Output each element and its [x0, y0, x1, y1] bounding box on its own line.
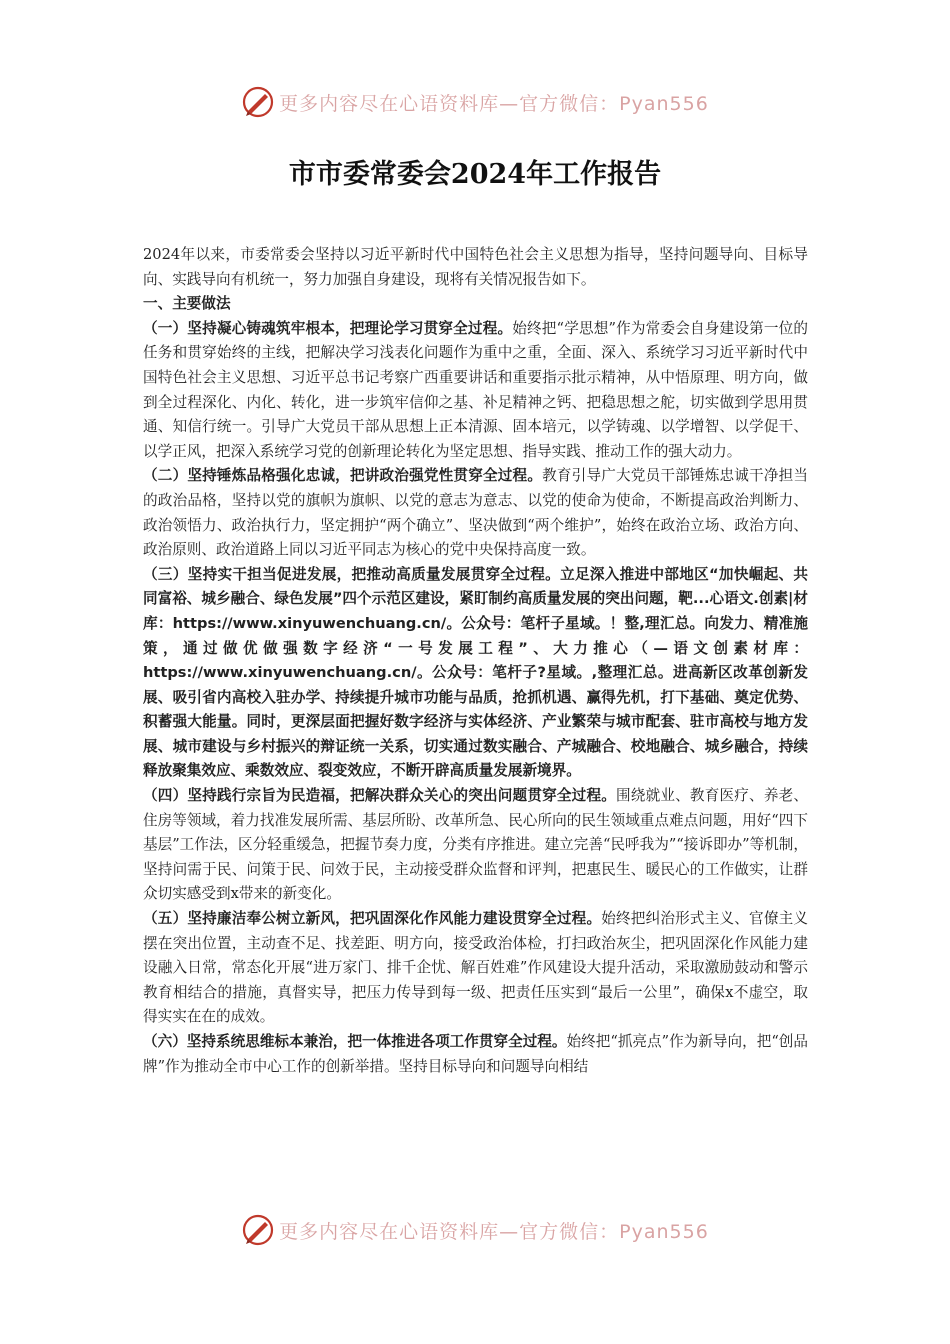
- section-4: [143, 784, 808, 907]
- pen-circle-icon: [241, 1213, 275, 1247]
- section-5: [143, 907, 808, 1030]
- header-banner-text: 更多内容尽在心语资料库—官方微信：Pyan556: [279, 92, 709, 115]
- footer-banner: [0, 1210, 950, 1250]
- section-1-lead: （一）坚持凝心铸魂筑牢根本，把理论学习贯穿全过程。: [143, 319, 513, 337]
- section-1-body: 始终把“学思想”作为常委会自身建设第一位的任务和贯穿始终的主线，把解决学习浅表化问题作为重中之重，全面、深入、系统学习习近平新时代中国特色社会主义思想、习近平总书记考察广西重要讲话和重要指示批示精神，从中悟原理、明方向，做到全过程深化、内化、转化，进一步筑牢信仰之基、补足精神之钙、把稳思想之舵，切实做到学思用贯通、知信行统一。引导广大党员干部从思想上正本清源、固本培元，以学铸魂、以学增智、以学促干、以学正风，把深入系统学习党的创新理论转化为坚定思想、指导实践、推动工作的强大动力。: [143, 319, 808, 460]
- section-4-body: 围绕就业、教育医疗、养老、住房等领域，着力找准发展所需、基层所盼、改革所急、民心所向的民生领域重点难点问题，用好“四下基层”工作法，区分轻重缓急，把握节奏力度，分类有序推进。建立完善“民呼我为”“接诉即办”等机制，坚持问需于民、问策于民、问效于民，主动接受群众监督和评判，把惠民生、暖民心的工作做实，让群众切实感受到x带来的新变化。: [143, 787, 808, 903]
- section-5-lead: （五）坚持廉洁奉公树立新风，把巩固深化作风能力建设贯穿全过程。: [143, 910, 602, 928]
- header-banner: [0, 82, 950, 122]
- section-2-lead: （二）坚持锤炼品格强化忠诚，把讲政治强党性贯穿全过程。: [143, 467, 543, 485]
- section-6-lead: （六）坚持系统思维标本兼治，把一体推进各项工作贯穿全过程。: [143, 1033, 567, 1050]
- section-3: [143, 563, 808, 784]
- pen-circle-icon: [241, 85, 275, 119]
- intro-paragraph: 2024年以来，市委常委会坚持以习近平新时代中国特色社会主义思想为指导，坚持问题导向、目标导向、实践导向有机统一，努力加强自身建设，现将有关情况报告如下。: [143, 246, 808, 288]
- section-6-body: 始终把“抓亮点”作为新导向，把“创品牌”作为推动全市中心工作的创新举措。坚持目标导向和问题导向相结: [143, 1033, 808, 1075]
- document-body: [143, 243, 808, 1079]
- section-2-body: 教育引导广大党员干部锤炼忠诚干净担当的政治品格，坚持以党的旗帜为旗帜、以党的意志为意志、以党的使命为使命，不断提高政治判断力、政治领悟力、政治执行力，坚定拥护“两个确立”、坚决做到“两个维护”，始终在政治立场、政治方向、政治原则、政治道路上同以习近平同志为核心的党中央保持高度一致。: [143, 467, 808, 559]
- section-heading: 一、主要做法: [143, 295, 231, 313]
- section-2: [143, 464, 808, 562]
- section-5-body: 始终把纠治形式主义、官僚主义摆在突出位置，主动查不足、找差距、明方向，接受政治体检，打扫政治灰尘，把巩固深化作风能力建设融入日常，常态化开展“进万家门、排千企忧、解百姓难”作风建设大提升活动，采取激励鼓动和警示教育相结合的措施，真督实导，把压力传导到每一级、把责任压实到“最后一公里”，确保x不虚空，取得实实在在的成效。: [143, 910, 808, 1026]
- section-3-lead: （三）坚持实干担当促进发展，把推动高质量发展贯穿全过程。: [143, 565, 561, 583]
- footer-banner-text: 更多内容尽在心语资料库—官方微信：Pyan556: [279, 1220, 709, 1243]
- section-4-lead: （四）坚持践行宗旨为民造福，把解决群众关心的突出问题贯穿全过程。: [143, 787, 617, 805]
- section-6: [143, 1030, 808, 1079]
- section-3-body: 立足深入推进中部地区“加快崛起、共同富裕、城乡融合、绿色发展”四个示范区建设，紧盯制约高质量发展的突出问题，靶...心语文.创素|材库：https://www.xinyuwenchuang.cn/。公众号：笔杆子星域。！整,理汇总。向发力、精准施策，通过做优做强数字经济“一号发展工程”、大力推心（—语文创素材库：https://www.xinyuwenchuang.cn/。公众号：笔杆子?星域。,整理汇总。进高新区改革创新发展、吸引省内高校入驻办学、持续提升城市功能与品质，抢抓机遇、赢得先机，打下基础、奠定优势、积蓄强大能量。同时，更深层面把握好数字经济与实体经济、产业繁荣与城市配套、驻市高校与地方发展、城市建设与乡村振兴的辩证统一关系，切实通过数实融合、产城融合、校地融合、城乡融合，持续释放聚集效应、乘数效应、裂变效应，不断开辟高质量发展新境界。: [143, 565, 808, 780]
- section-1: [143, 317, 808, 465]
- page-title: 市市委常委会2024年工作报告: [288, 159, 662, 190]
